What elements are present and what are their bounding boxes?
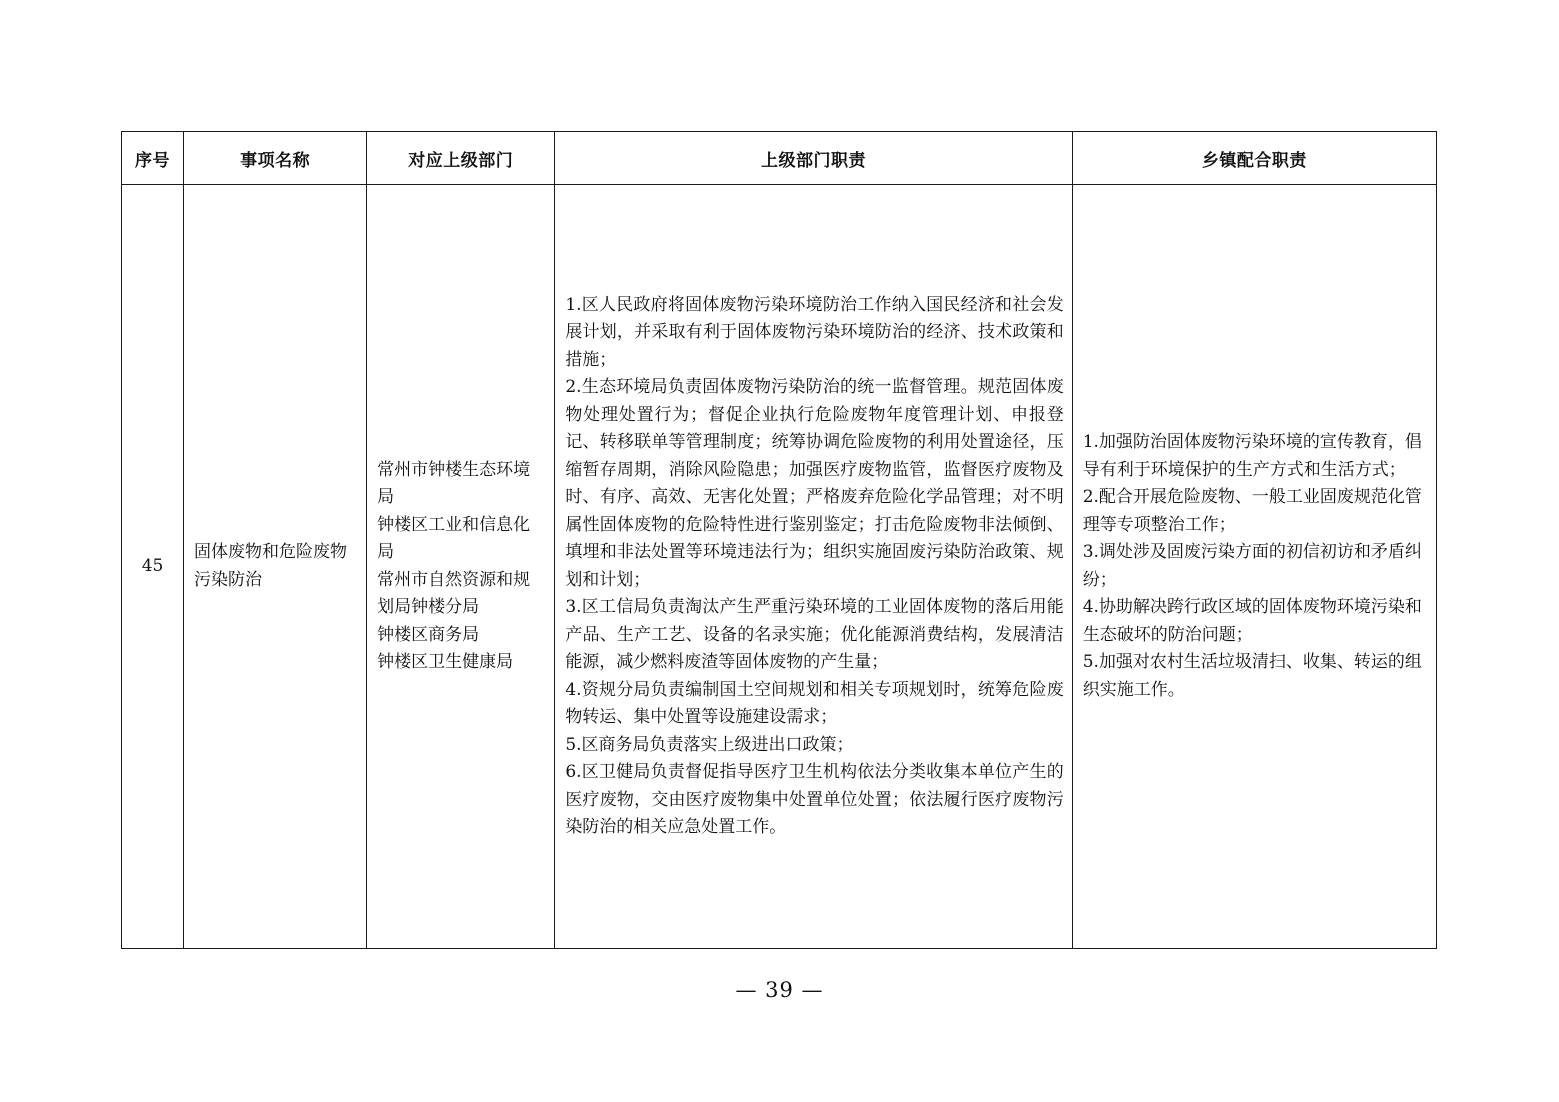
cell-seq: 45 (122, 185, 184, 949)
department-line: 钟楼区商务局 (377, 624, 480, 645)
cell-item-name: 固体废物和危险废物污染防治 (184, 185, 367, 949)
cell-town-duties (1072, 185, 1436, 949)
superior-duty-item: 1.区人民政府将固体废物污染环境防治工作纳入国民经济和社会发展计划，并采取有利于固体废物污染环境防治的经济、技术政策和措施； (565, 294, 1064, 370)
department-line: 常州市自然资源和规划局钟楼分局 (377, 569, 531, 617)
town-duty-item: 5.加强对农村生活垃圾清扫、收集、转运的组织实施工作。 (1082, 652, 1422, 700)
header-department: 对应上级部门 (367, 132, 555, 185)
department-line: 钟楼区卫生健康局 (377, 652, 514, 672)
page-number: — 39 — (735, 978, 824, 1002)
superior-duty-item: 5.区商务局负责落实上级进出口政策； (565, 734, 854, 755)
superior-duty-item: 6.区卫健局负责督促指导医疗卫生机构依法分类收集本单位产生的医疗废物，交由医疗废物集中处置单位处置；依法履行医疗废物污染防治的相关应急处置工作。 (565, 762, 1064, 837)
header-item-name: 事项名称 (184, 132, 367, 185)
header-seq: 序号 (122, 132, 184, 185)
superior-duty-item: 4.资规分局负责编制国土空间规划和相关专项规划时，统筹危险废物转运、集中处置等设施建设需求； (565, 679, 1064, 727)
cell-superior-duties (555, 185, 1072, 949)
cell-departments (367, 185, 555, 949)
table-row (122, 185, 1437, 949)
duty-table (121, 131, 1437, 949)
town-duty-item: 4.协助解决跨行政区域的固体废物环境污染和生态破坏的防治问题； (1082, 597, 1422, 645)
table-header-row (122, 132, 1437, 185)
superior-duty-item: 3.区工信局负责淘汰产生严重污染环境的工业固体废物的落后用能产品、生产工艺、设备的名录实施；优化能源消费结构，发展清洁能源，减少燃料废渣等固体废物的产生量； (565, 597, 1064, 672)
department-line: 钟楼区工业和信息化局 (377, 514, 531, 562)
header-superior-duty: 上级部门职责 (555, 132, 1072, 185)
town-duty-item: 2.配合开展危险废物、一般工业固废规范化管理等专项整治工作； (1082, 487, 1422, 535)
town-duty-item: 1.加强防治固体废物污染环境的宣传教育，倡导有利于环境保护的生产方式和生活方式； (1082, 432, 1422, 480)
superior-duty-item: 2.生态环境局负责固体废物污染防治的统一监督管理。规范固体废物处理处置行为；督促企业执行危险废物年度管理计划、申报登记、转移联单等管理制度；统筹协调危险废物的利用处置途径，压缩暂存周期，消除风险隐患；加强医疗废物监管，监督医疗废物及时、有序、高效、无害化处置；严格废弃危险化学品管理；对不明属性固体废物的危险特性进行鉴别鉴定；打击危险废物非法倾倒、填埋和非法处置等环境违法行为；组织实施固废污染防治政策、规划和计划； (565, 377, 1064, 590)
header-town-duty: 乡镇配合职责 (1072, 132, 1436, 185)
department-line: 常州市钟楼生态环境局 (377, 459, 531, 507)
town-duty-item: 3.调处涉及固废污染方面的初信初访和矛盾纠纷； (1082, 542, 1422, 590)
